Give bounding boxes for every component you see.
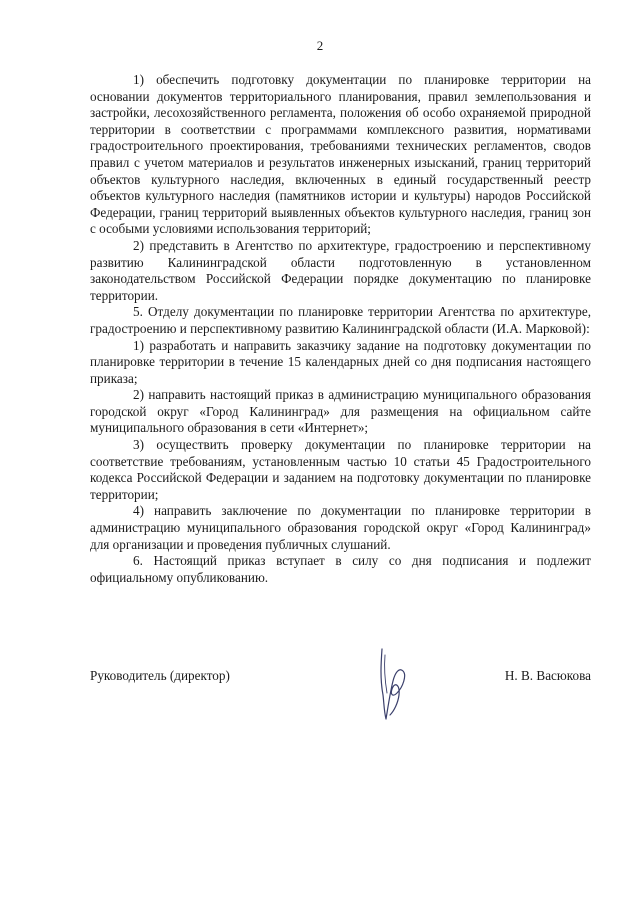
paragraph-5-3: 3) осуществить проверку документации по планировке территории на соответствие требованиям, установленным частью 10 статьи 45 Градостроительного кодекса Российской Федерации и заданием на подготовку документации по планировке территории;: [90, 437, 591, 502]
paragraph-5-4: 4) направить заключение по документации по планировке территории в администрацию муниципального образования городской округ «Город Калининград» для организации и проведения публичных слушаний.: [90, 503, 591, 552]
paragraph-6: 6. Настоящий приказ вступает в силу со дня подписания и подлежит официальному опубликованию.: [90, 553, 591, 585]
paragraph-5-1: 1) разработать и направить заказчику задание на подготовку документации по планировке территории в течение 15 календарных дней со дня подписания настоящего приказа;: [90, 337, 591, 386]
handwritten-signature-icon: [372, 645, 412, 723]
paragraph-5-2: 2) направить настоящий приказ в администрацию муниципального образования городской округ «Город Калининград» для размещения на официальном сайте муниципального образования в сети «Интернет»;: [90, 387, 591, 436]
paragraph-1-1: 1) обеспечить подготовку документации по планировке территории на основании документов территориального планирования, правил землепользования и застройки, лесохозяйственного регламента, положения об особо охраняемой природной территории в соответствии с программами комплексного развития, нормативами градостроительного проектирования, требованиями технических регламентов, сводов правил с учетом материалов и результатов инженерных изысканий, границ территорий объектов культурного наследия, включенных в единый государственный реестр объектов культурного наследия (памятников истории и культуры) народов Российской Федерации, границ территорий выявленных объектов культурного наследия, границ зон с особыми условиями использования территорий;: [90, 72, 591, 237]
signature-block: [90, 668, 591, 688]
paragraph-1-2: 2) представить в Агентство по архитектуре, градостроению и перспективному развитию Калининградской области подготовленную в установленном законодательством Российской Федерации порядке документацию по планировке территории.: [90, 237, 591, 303]
document-body: [90, 72, 591, 586]
paragraph-5: 5. Отделу документации по планировке территории Агентства по архитектуре, градостроению и перспективному развитию Калининградской области (И.А. Марковой):: [90, 304, 591, 336]
signer-name: Н. В. Васюкова: [504, 668, 591, 683]
signer-title: Руководитель (директор): [90, 668, 230, 683]
page-number: 2: [316, 38, 324, 53]
